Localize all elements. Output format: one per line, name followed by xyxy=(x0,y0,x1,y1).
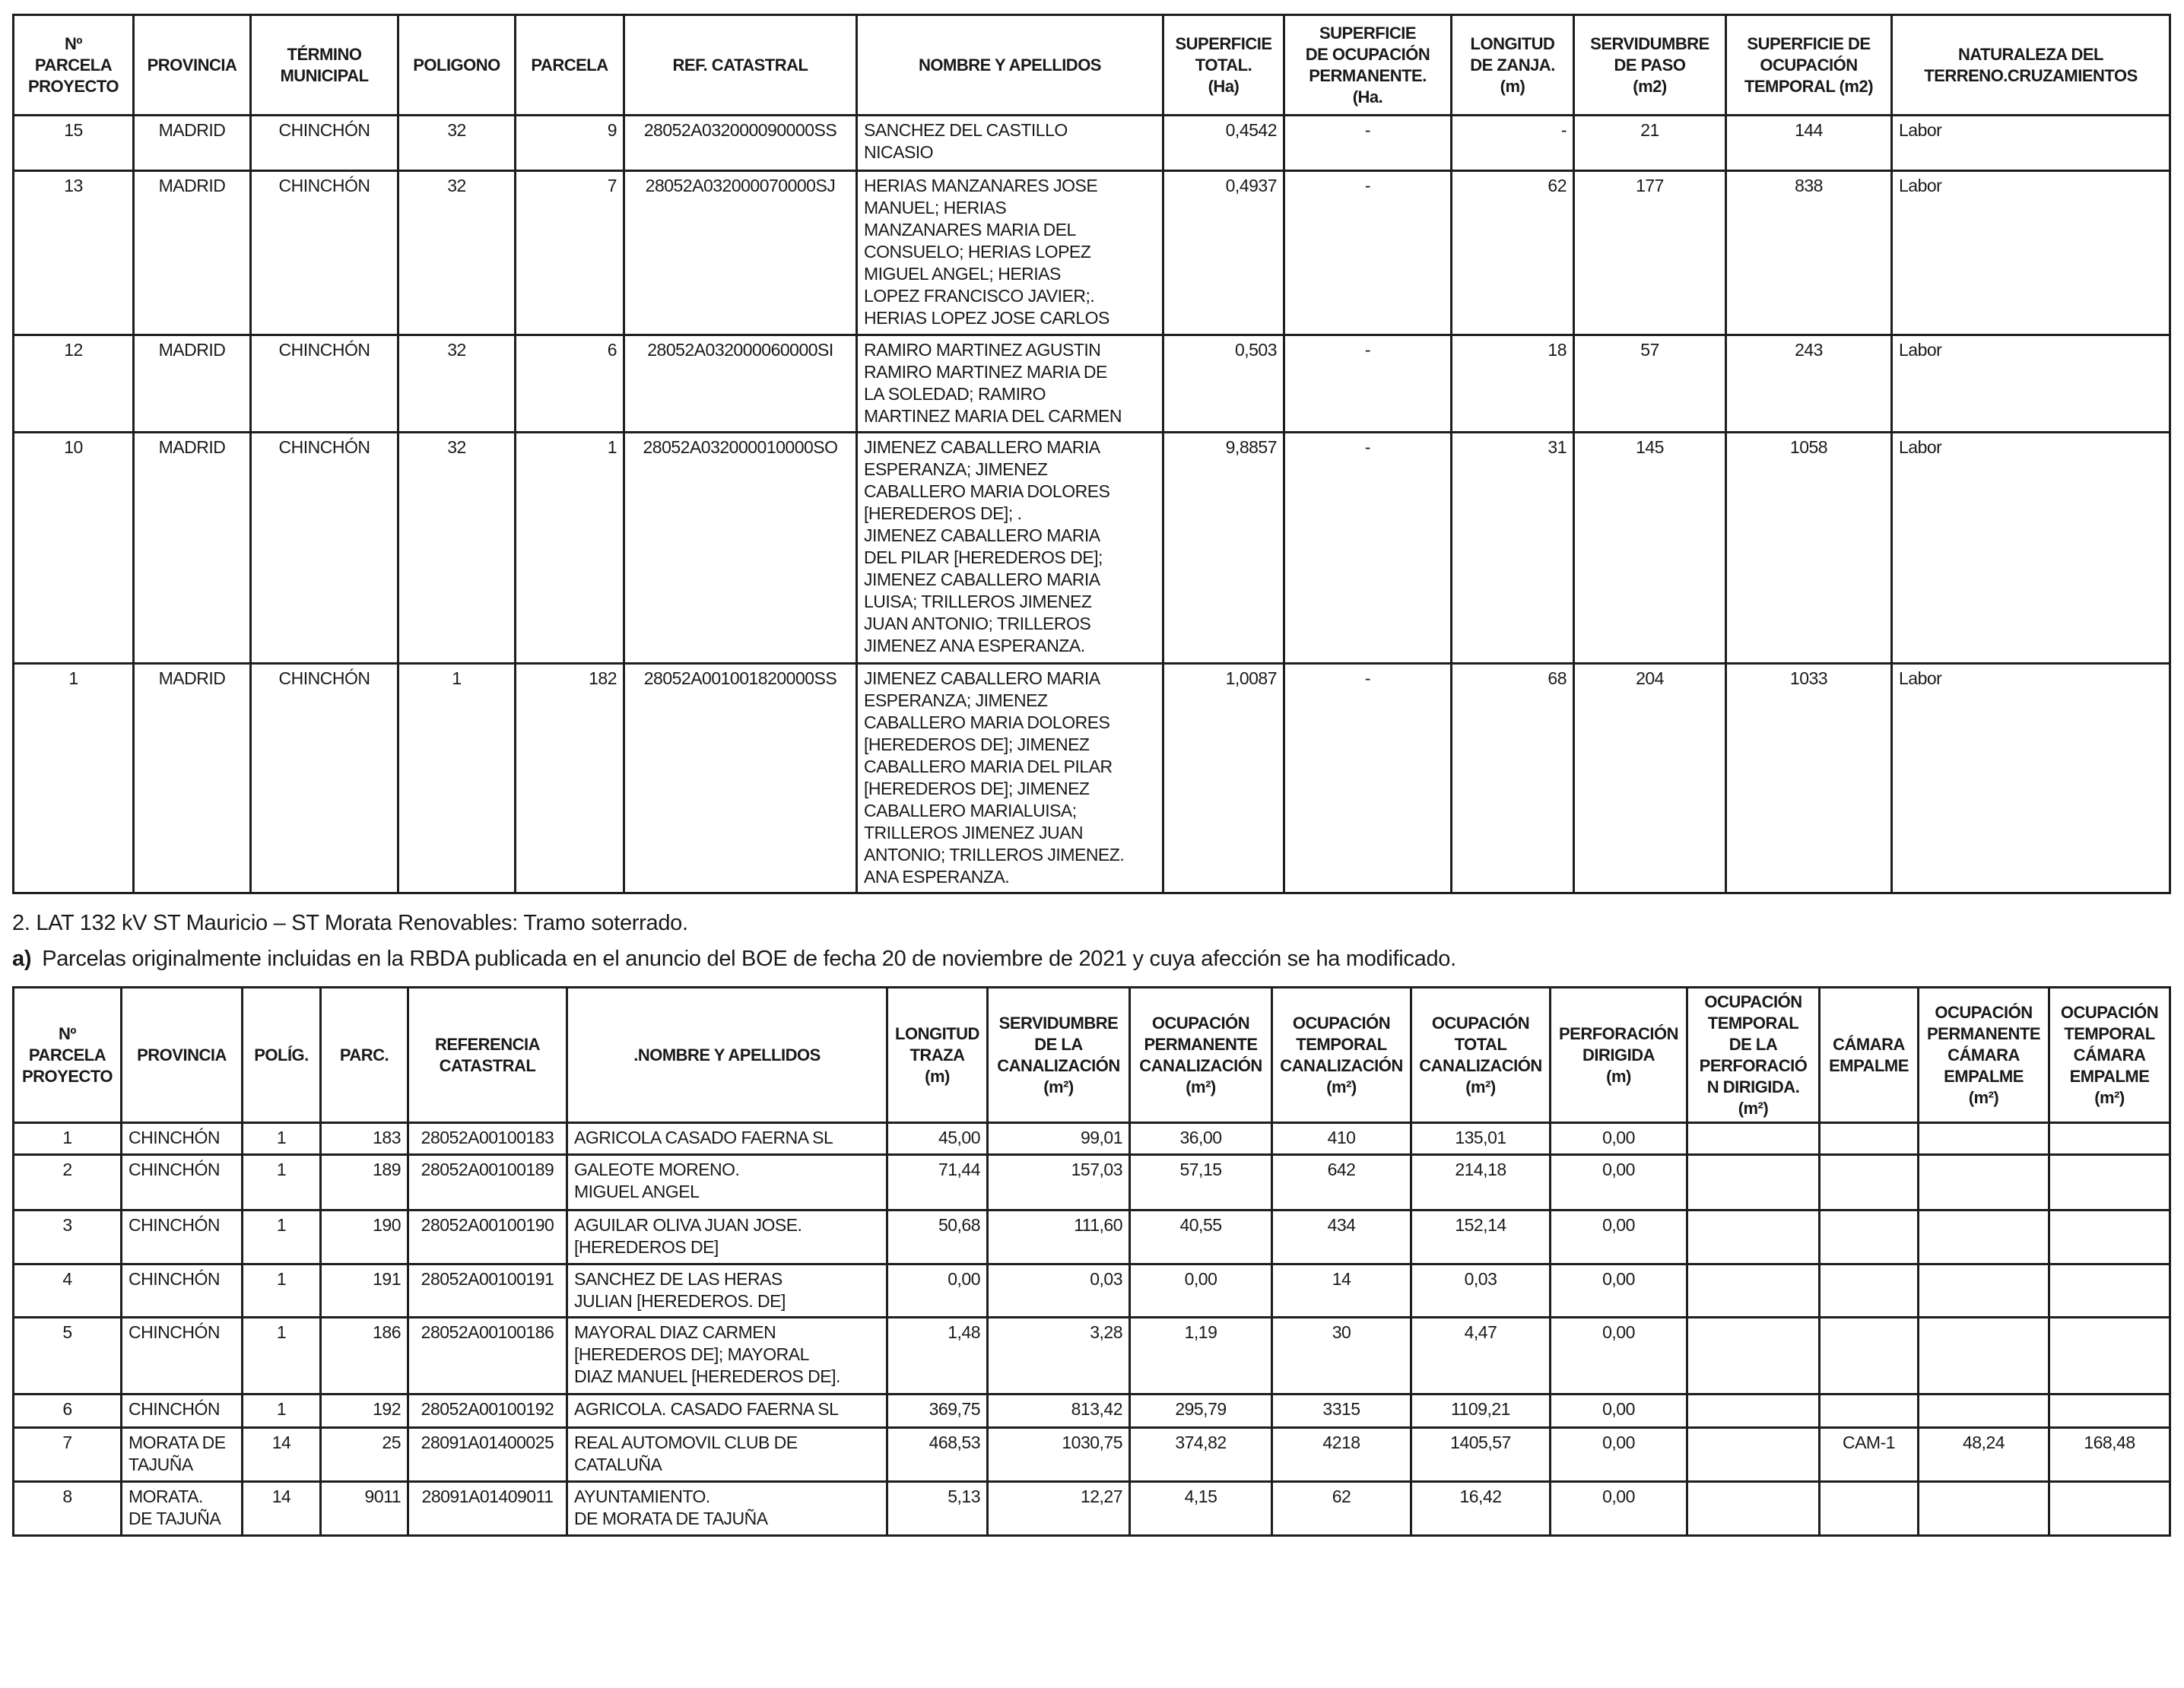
table-cell: 14 xyxy=(1272,1264,1411,1318)
table-cell: AGRICOLA. CASADO FAERNA SL xyxy=(567,1395,887,1428)
table-cell xyxy=(1687,1264,1820,1318)
table-cell: 183 xyxy=(321,1123,408,1155)
table-cell: 295,79 xyxy=(1130,1395,1272,1428)
table-cell: 7 xyxy=(516,171,624,335)
table-cell: 369,75 xyxy=(887,1395,988,1428)
column-header: LONGITUD DE ZANJA. (m) xyxy=(1452,15,1574,116)
table-cell: CHINCHÓN xyxy=(251,171,398,335)
table-cell: 3315 xyxy=(1272,1395,1411,1428)
table-row xyxy=(14,1318,2170,1395)
table-cell: MADRID xyxy=(134,664,251,893)
table-cell xyxy=(2049,1210,2170,1264)
table-cell xyxy=(1919,1155,2049,1210)
table-cell: 4,47 xyxy=(1411,1318,1551,1395)
table-cell: - xyxy=(1284,171,1452,335)
table-cell: CHINCHÓN xyxy=(251,335,398,433)
column-header: NOMBRE Y APELLIDOS xyxy=(857,15,1163,116)
table-cell: 1,48 xyxy=(887,1318,988,1395)
table-cell: 36,00 xyxy=(1130,1123,1272,1155)
column-header: OCUPACIÓN TEMPORAL DE LA PERFORACIÓ N DIRIGIDA. (m²) xyxy=(1687,988,1820,1123)
table-cell xyxy=(1820,1123,1919,1155)
table-cell: 3 xyxy=(14,1210,122,1264)
table-cell: Labor xyxy=(1892,664,2170,893)
column-header: POLIGONO xyxy=(398,15,516,116)
table-cell: 186 xyxy=(321,1318,408,1395)
table-cell: 1 xyxy=(243,1395,321,1428)
table-cell: REAL AUTOMOVIL CLUB DE CATALUÑA xyxy=(567,1428,887,1482)
table-cell: 10 xyxy=(14,433,134,664)
table-cell: 99,01 xyxy=(988,1123,1130,1155)
table-cell xyxy=(1820,1210,1919,1264)
table-cell: 434 xyxy=(1272,1210,1411,1264)
table-cell: 28091A01400025 xyxy=(408,1428,567,1482)
table-cell: 62 xyxy=(1272,1482,1411,1536)
table-cell: 192 xyxy=(321,1395,408,1428)
table-cell: 8 xyxy=(14,1482,122,1536)
table-cell: 15 xyxy=(14,116,134,171)
table-cell: 182 xyxy=(516,664,624,893)
table-cell: 21 xyxy=(1574,116,1726,171)
table-cell: 13 xyxy=(14,171,134,335)
table-cell: 0,00 xyxy=(1551,1155,1687,1210)
table-cell: 31 xyxy=(1452,433,1574,664)
table-cell xyxy=(2049,1123,2170,1155)
table-cell: JIMENEZ CABALLERO MARIA ESPERANZA; JIMENEZ CABALLERO MARIA DOLORES [HEREDEROS DE]; JIMENEZ CABALLERO MARIA DEL PILAR [HEREDEROS DE]; JIMENEZ CABALLERO MARIALUISA; TRILLEROS JIMENEZ JUAN ANTONIO; TRILLEROS JIMENEZ. ANA ESPERANZA. xyxy=(857,664,1163,893)
column-header: OCUPACIÓN TEMPORAL CANALIZACIÓN (m²) xyxy=(1272,988,1411,1123)
table-cell xyxy=(1820,1482,1919,1536)
table-cell: 189 xyxy=(321,1155,408,1210)
table-cell: 1,19 xyxy=(1130,1318,1272,1395)
subsection-title xyxy=(12,946,1456,972)
subsection-marker: a) xyxy=(12,947,32,971)
column-header: PERFORACIÓN DIRIGIDA (m) xyxy=(1551,988,1687,1123)
table-cell: 0,00 xyxy=(1130,1264,1272,1318)
table-cell: 71,44 xyxy=(887,1155,988,1210)
table-cell: 145 xyxy=(1574,433,1726,664)
table-cell: 9011 xyxy=(321,1482,408,1536)
table-cell: AYUNTAMIENTO. DE MORATA DE TAJUÑA xyxy=(567,1482,887,1536)
column-header: OCUPACIÓN TOTAL CANALIZACIÓN (m²) xyxy=(1411,988,1551,1123)
table-cell: 1 xyxy=(243,1318,321,1395)
table-cell: - xyxy=(1284,433,1452,664)
parcel-table-2 xyxy=(12,986,2171,1537)
table-cell: 28052A00100192 xyxy=(408,1395,567,1428)
column-header: SUPERFICIE DE OCUPACIÓN PERMANENTE. (Ha. xyxy=(1284,15,1452,116)
table-row xyxy=(14,1395,2170,1428)
table-cell: 5 xyxy=(14,1318,122,1395)
table-cell: 111,60 xyxy=(988,1210,1130,1264)
table-cell: 0,00 xyxy=(1551,1428,1687,1482)
table-cell: 28052A00100186 xyxy=(408,1318,567,1395)
table-cell: CHINCHÓN xyxy=(251,433,398,664)
table-cell: SANCHEZ DEL CASTILLO NICASIO xyxy=(857,116,1163,171)
table-cell: CHINCHÓN xyxy=(122,1395,243,1428)
table-cell: 1 xyxy=(14,664,134,893)
table-cell: 0,4542 xyxy=(1163,116,1284,171)
table-cell: 0,00 xyxy=(1551,1264,1687,1318)
table-cell: GALEOTE MORENO. MIGUEL ANGEL xyxy=(567,1155,887,1210)
table-row xyxy=(14,1210,2170,1264)
table-cell: 14 xyxy=(243,1482,321,1536)
table-cell: CHINCHÓN xyxy=(122,1264,243,1318)
table-cell: 0,03 xyxy=(988,1264,1130,1318)
table-cell xyxy=(1820,1395,1919,1428)
table-cell: 32 xyxy=(398,116,516,171)
table-cell xyxy=(1919,1264,2049,1318)
table-cell xyxy=(1919,1123,2049,1155)
table-cell: 410 xyxy=(1272,1123,1411,1155)
table-cell: 157,03 xyxy=(988,1155,1130,1210)
column-header: OCUPACIÓN PERMANENTE CANALIZACIÓN (m²) xyxy=(1130,988,1272,1123)
table-cell: CHINCHÓN xyxy=(251,116,398,171)
parcel-table-1 xyxy=(12,14,2171,894)
table-cell xyxy=(1687,1210,1820,1264)
table-cell: 1109,21 xyxy=(1411,1395,1551,1428)
table-cell: MADRID xyxy=(134,433,251,664)
table-cell: 0,00 xyxy=(1551,1318,1687,1395)
column-header: POLÍG. xyxy=(243,988,321,1123)
column-header: PROVINCIA xyxy=(122,988,243,1123)
table-cell: 0,503 xyxy=(1163,335,1284,433)
table-cell: 30 xyxy=(1272,1318,1411,1395)
table-cell: 12,27 xyxy=(988,1482,1130,1536)
table-cell: 14 xyxy=(243,1428,321,1482)
table-cell: JIMENEZ CABALLERO MARIA ESPERANZA; JIMENEZ CABALLERO MARIA DOLORES [HEREDEROS DE]; . JIMENEZ CABALLERO MARIA DEL PILAR [HEREDEROS DE]; JIMENEZ CABALLERO MARIA LUISA; TRILLEROS JIMENEZ JUAN ANTONIO; TRILLEROS JIMENEZ ANA ESPERANZA. xyxy=(857,433,1163,664)
table-cell: 28052A001001820000SS xyxy=(624,664,857,893)
table-cell: 214,18 xyxy=(1411,1155,1551,1210)
table-cell: CAM-1 xyxy=(1820,1428,1919,1482)
table-cell: 0,4937 xyxy=(1163,171,1284,335)
table-cell: RAMIRO MARTINEZ AGUSTIN RAMIRO MARTINEZ MARIA DE LA SOLEDAD; RAMIRO MARTINEZ MARIA DEL CARMEN xyxy=(857,335,1163,433)
table-cell: 1405,57 xyxy=(1411,1428,1551,1482)
table-cell: 62 xyxy=(1452,171,1574,335)
table-cell: 57,15 xyxy=(1130,1155,1272,1210)
table-cell: 191 xyxy=(321,1264,408,1318)
table-cell: 68 xyxy=(1452,664,1574,893)
table-cell xyxy=(1687,1155,1820,1210)
table-row xyxy=(14,433,2170,664)
table-cell: 1033 xyxy=(1726,664,1892,893)
table-cell: MORATA DE TAJUÑA xyxy=(122,1428,243,1482)
column-header: OCUPACIÓN TEMPORAL CÁMARA EMPALME (m²) xyxy=(2049,988,2170,1123)
table-cell xyxy=(1919,1395,2049,1428)
table-row xyxy=(14,116,2170,171)
table-row xyxy=(14,1155,2170,1210)
table-cell: CHINCHÓN xyxy=(122,1318,243,1395)
table-cell: MORATA. DE TAJUÑA xyxy=(122,1482,243,1536)
column-header: SUPERFICIE DE OCUPACIÓN TEMPORAL (m2) xyxy=(1726,15,1892,116)
column-header: PARC. xyxy=(321,988,408,1123)
table-cell: 838 xyxy=(1726,171,1892,335)
table-row xyxy=(14,335,2170,433)
table-cell xyxy=(1820,1318,1919,1395)
table-cell: - xyxy=(1284,664,1452,893)
table-cell: CHINCHÓN xyxy=(251,664,398,893)
table-cell xyxy=(2049,1482,2170,1536)
table-cell: 4 xyxy=(14,1264,122,1318)
table-cell: 1 xyxy=(398,664,516,893)
table-cell: 32 xyxy=(398,335,516,433)
column-header: REFERENCIA CATASTRAL xyxy=(408,988,567,1123)
table-cell: 48,24 xyxy=(1919,1428,2049,1482)
table-cell xyxy=(2049,1318,2170,1395)
table-cell: 190 xyxy=(321,1210,408,1264)
table-cell: 243 xyxy=(1726,335,1892,433)
table-cell: 168,48 xyxy=(2049,1428,2170,1482)
column-header: PROVINCIA xyxy=(134,15,251,116)
column-header: LONGITUD TRAZA (m) xyxy=(887,988,988,1123)
table-cell: 3,28 xyxy=(988,1318,1130,1395)
table-cell: 1,0087 xyxy=(1163,664,1284,893)
column-header: SERVIDUMBRE DE LA CANALIZACIÓN (m²) xyxy=(988,988,1130,1123)
table-cell: - xyxy=(1284,335,1452,433)
table-cell: 177 xyxy=(1574,171,1726,335)
table-cell: 4,15 xyxy=(1130,1482,1272,1536)
table-cell: 152,14 xyxy=(1411,1210,1551,1264)
table-cell: 1 xyxy=(243,1264,321,1318)
table-cell: Labor xyxy=(1892,433,2170,664)
column-header: OCUPACIÓN PERMANENTE CÁMARA EMPALME (m²) xyxy=(1919,988,2049,1123)
column-header: Nº PARCELA PROYECTO xyxy=(14,988,122,1123)
table-cell: 28052A032000070000SJ xyxy=(624,171,857,335)
table-row xyxy=(14,664,2170,893)
table-cell: 1 xyxy=(243,1155,321,1210)
column-header: TÉRMINO MUNICIPAL xyxy=(251,15,398,116)
table-cell: 25 xyxy=(321,1428,408,1482)
table-cell: 9,8857 xyxy=(1163,433,1284,664)
table-cell: CHINCHÓN xyxy=(122,1123,243,1155)
table-cell xyxy=(1820,1155,1919,1210)
table-cell: 28091A01409011 xyxy=(408,1482,567,1536)
table-cell: Labor xyxy=(1892,335,2170,433)
table-cell: 144 xyxy=(1726,116,1892,171)
table-cell: 0,00 xyxy=(1551,1210,1687,1264)
table-cell: 45,00 xyxy=(887,1123,988,1155)
table-cell: 1 xyxy=(516,433,624,664)
table-cell: 28052A00100183 xyxy=(408,1123,567,1155)
table-cell: 28052A032000060000SI xyxy=(624,335,857,433)
table-cell: 28052A00100189 xyxy=(408,1155,567,1210)
table-cell xyxy=(1919,1318,2049,1395)
table-cell: 374,82 xyxy=(1130,1428,1272,1482)
table-cell: 16,42 xyxy=(1411,1482,1551,1536)
table-cell: 28052A032000010000SO xyxy=(624,433,857,664)
table-cell: - xyxy=(1452,116,1574,171)
table-row xyxy=(14,171,2170,335)
column-header: SERVIDUMBRE DE PASO (m2) xyxy=(1574,15,1726,116)
table-row xyxy=(14,1482,2170,1536)
table-cell: 9 xyxy=(516,116,624,171)
table-cell xyxy=(1687,1318,1820,1395)
table-cell xyxy=(1919,1210,2049,1264)
table-cell: 28052A00100190 xyxy=(408,1210,567,1264)
table-cell: MADRID xyxy=(134,116,251,171)
table-cell: MAYORAL DIAZ CARMEN [HEREDEROS DE]; MAYORAL DIAZ MANUEL [HEREDEROS DE]. xyxy=(567,1318,887,1395)
table-cell xyxy=(2049,1155,2170,1210)
table-cell: 0,00 xyxy=(1551,1123,1687,1155)
column-header: REF. CATASTRAL xyxy=(624,15,857,116)
table-cell: 32 xyxy=(398,171,516,335)
table-cell: SANCHEZ DE LAS HERAS JULIAN [HEREDEROS. DE] xyxy=(567,1264,887,1318)
table-cell: 1 xyxy=(243,1210,321,1264)
table-cell xyxy=(2049,1395,2170,1428)
column-header: SUPERFICIE TOTAL. (Ha) xyxy=(1163,15,1284,116)
table-row xyxy=(14,1264,2170,1318)
subsection-text: Parcelas originalmente incluidas en la RBDA publicada en el anuncio del BOE de fecha 20 de noviembre de 2021 y cuya afección se ha modificado. xyxy=(42,947,1456,971)
table-cell: 28052A00100191 xyxy=(408,1264,567,1318)
table-cell: 2 xyxy=(14,1155,122,1210)
table-cell: 50,68 xyxy=(887,1210,988,1264)
table-cell: 0,00 xyxy=(1551,1395,1687,1428)
table-cell: 6 xyxy=(14,1395,122,1428)
table-cell: 1030,75 xyxy=(988,1428,1130,1482)
table-cell: 642 xyxy=(1272,1155,1411,1210)
table-cell: 57 xyxy=(1574,335,1726,433)
table-cell: 28052A032000090000SS xyxy=(624,116,857,171)
table-cell: 7 xyxy=(14,1428,122,1482)
table-cell: 18 xyxy=(1452,335,1574,433)
table-cell: 135,01 xyxy=(1411,1123,1551,1155)
table-cell: 5,13 xyxy=(887,1482,988,1536)
table-cell: 4218 xyxy=(1272,1428,1411,1482)
column-header: NATURALEZA DEL TERRENO.CRUZAMIENTOS xyxy=(1892,15,2170,116)
table-cell: CHINCHÓN xyxy=(122,1210,243,1264)
table-cell: 1 xyxy=(14,1123,122,1155)
column-header: Nº PARCELA PROYECTO xyxy=(14,15,134,116)
table-cell: 0,00 xyxy=(1551,1482,1687,1536)
table-cell: CHINCHÓN xyxy=(122,1155,243,1210)
table-cell xyxy=(1687,1428,1820,1482)
table-cell: 1058 xyxy=(1726,433,1892,664)
table-row xyxy=(14,1428,2170,1482)
table-cell xyxy=(1687,1123,1820,1155)
table-cell: MADRID xyxy=(134,335,251,433)
table-cell: 0,03 xyxy=(1411,1264,1551,1318)
table-cell: 204 xyxy=(1574,664,1726,893)
table-cell: MADRID xyxy=(134,171,251,335)
table-cell: Labor xyxy=(1892,171,2170,335)
table-cell: Labor xyxy=(1892,116,2170,171)
table-row xyxy=(14,1123,2170,1155)
table-cell: 40,55 xyxy=(1130,1210,1272,1264)
table-cell: AGRICOLA CASADO FAERNA SL xyxy=(567,1123,887,1155)
table-cell: 813,42 xyxy=(988,1395,1130,1428)
table-cell: - xyxy=(1284,116,1452,171)
table-cell: AGUILAR OLIVA JUAN JOSE. [HEREDEROS DE] xyxy=(567,1210,887,1264)
column-header: CÁMARA EMPALME xyxy=(1820,988,1919,1123)
table-cell: 468,53 xyxy=(887,1428,988,1482)
table-cell xyxy=(1687,1482,1820,1536)
table-cell xyxy=(1919,1482,2049,1536)
table-cell: 0,00 xyxy=(887,1264,988,1318)
table-cell: 1 xyxy=(243,1123,321,1155)
table-cell xyxy=(1687,1395,1820,1428)
table-cell: 12 xyxy=(14,335,134,433)
section-title: 2. LAT 132 kV ST Mauricio – ST Morata Renovables: Tramo soterrado. xyxy=(12,911,688,935)
column-header: .NOMBRE Y APELLIDOS xyxy=(567,988,887,1123)
table-cell: HERIAS MANZANARES JOSE MANUEL; HERIAS MANZANARES MARIA DEL CONSUELO; HERIAS LOPEZ MIGUEL ANGEL; HERIAS LOPEZ FRANCISCO JAVIER;. HERIAS LOPEZ JOSE CARLOS xyxy=(857,171,1163,335)
table-cell: 6 xyxy=(516,335,624,433)
table-cell xyxy=(2049,1264,2170,1318)
column-header: PARCELA xyxy=(516,15,624,116)
table-cell xyxy=(1820,1264,1919,1318)
table-cell: 32 xyxy=(398,433,516,664)
